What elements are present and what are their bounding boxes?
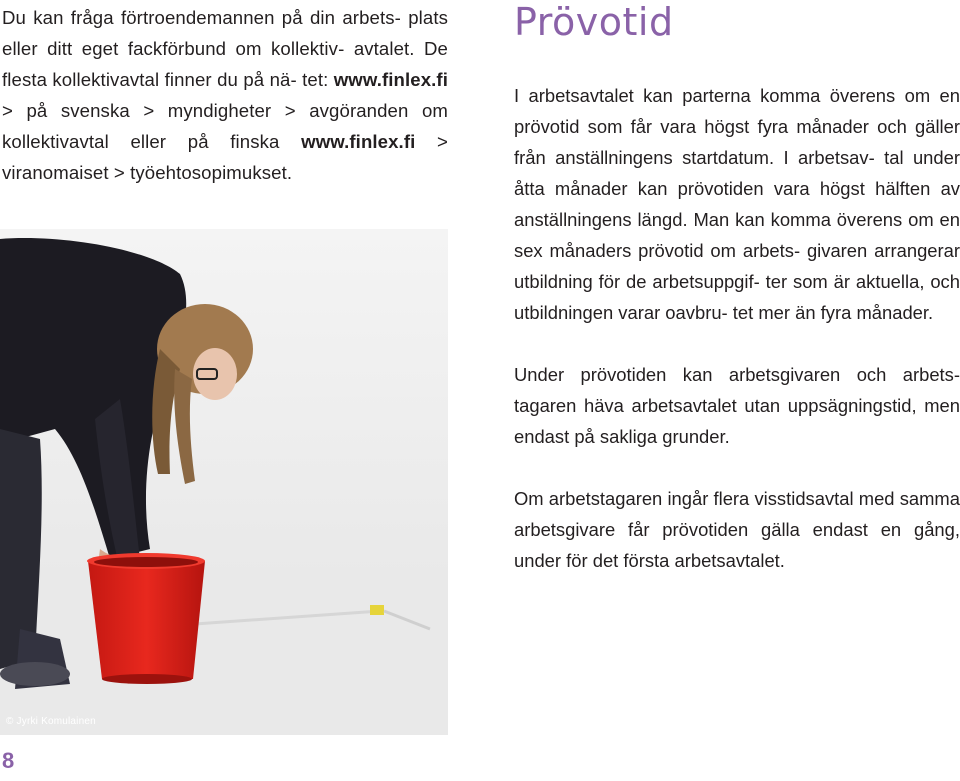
paragraph-fixed-term-contracts: Om arbetstagaren ingår flera visstidsavtal med samma arbetsgivare får prövotiden gälla endast en gång, under för det första arbetsavtalet. (514, 488, 960, 571)
intro-text: Du kan fråga förtroendemannen på din arbets- plats eller ditt eget fackförbund om kollektiv- avtalet. De flesta kollektivavtal finner du på nä- tet: (2, 7, 448, 90)
paragraph-probation-terms: I arbetsavtalet kan parterna komma överens om en prövotid som får vara högst fyra månader och gäller från anställningens startdatum. I arbetsav- tal under åtta månader kan prövotiden vara högst hälften av anställningens längd. Man kan komma överens om en sex månaders prövotid om arbets- givaren arrangerar utbildning för de arbetsuppgif- ter som är aktuella, och utbildningen varar oavbru- tet mer än fyra månader. (514, 85, 960, 323)
intro-paragraph (2, 2, 448, 188)
section-title: Prövotid (514, 0, 674, 44)
cleaning-photo (0, 229, 448, 735)
finlex-path-finnish: > viranomaiset > työehtosopimukset. (2, 131, 449, 183)
finlex-link-swedish[interactable]: www.finlex.fi (333, 69, 448, 90)
page-number: 8 (2, 748, 15, 773)
section-body (514, 80, 960, 607)
woman-with-bucket-illustration (0, 229, 448, 735)
paragraph-probation-termination: Under prövotiden kan arbetsgivaren och arbets- tagaren häva arbetsavtalet utan uppsägningstid, men endast på sakliga grunder. (514, 364, 960, 447)
finlex-link-finnish[interactable]: www.finlex.fi (301, 131, 416, 152)
finlex-path-swedish: > på svenska > myndigheter > avgöranden om kollektivavtal eller på finska (2, 100, 448, 152)
photo-credit: © Jyrki Komulainen (6, 716, 96, 727)
